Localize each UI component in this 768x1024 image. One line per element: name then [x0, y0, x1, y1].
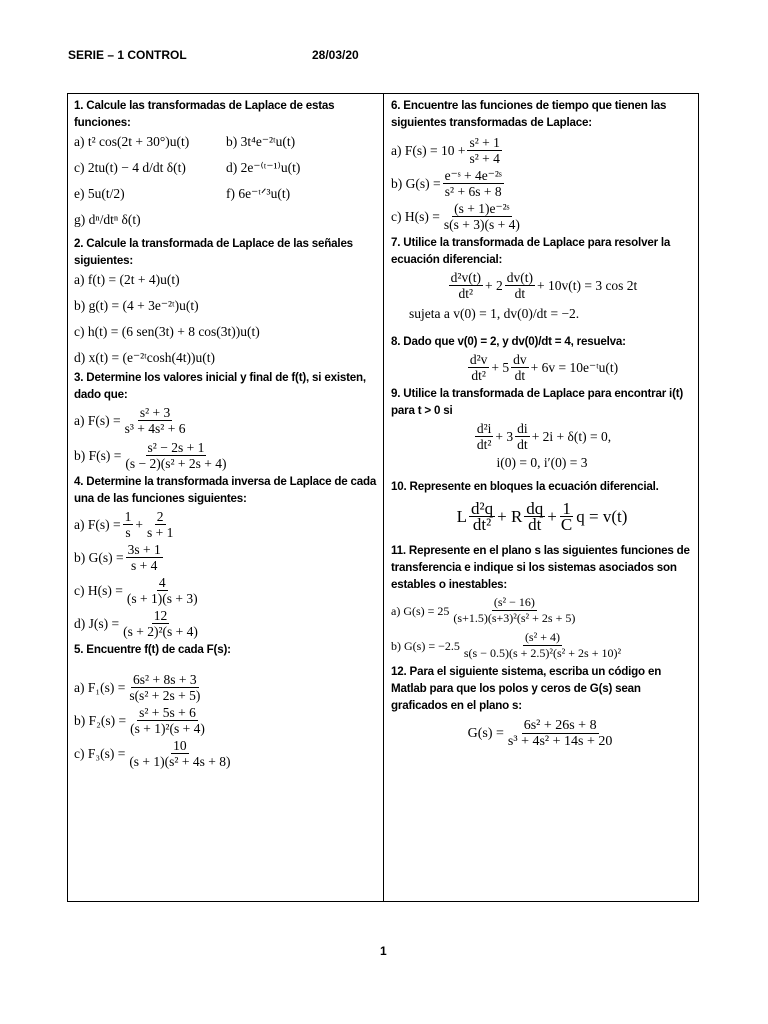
- q11-item-a: a) G(s) = 25 (s² − 16) (s+1.5)(s+3)²(s² + 2s + 5): [391, 595, 576, 625]
- q7-equation: d²v(t) dt² + 2 dv(t) dt + 10v(t) = 3 cos 2t: [450, 270, 638, 301]
- question-4: 4. Determine la transformada inversa de Laplace de cada una de las funciones siguientes:: [74, 475, 377, 505]
- q5-item-b: b) F₂(s) = $\frac{\text{s² + 5s + 6}}{\text{(s + 1)²(s + 4)}}$: [74, 705, 205, 736]
- q3-item-b: b) F(s) = $\frac{\text{s² − 2s + 1}}{\text{(s − 2)(s² + 2s + 4)}}$: [74, 440, 227, 471]
- question-12: 12. Para el siguiente sistema, escriba un código en Matlab para que los polos y ceros de G(s) sean graficados en el plano s:: [391, 665, 662, 712]
- q9-equation: d²i dt² + 3 di dt + 2i + δ(t) = 0,: [476, 421, 612, 452]
- q1-item-e: e) 5u(t/2): [74, 186, 125, 201]
- q2-item-d: d) x(t) = (e⁻²ᵗcosh(4t))u(t): [74, 350, 215, 365]
- question-2: 2. Calcule la transformada de Laplace de las señales siguientes:: [74, 237, 353, 267]
- question-5: 5. Encuentre f(t) de cada F(s):: [74, 643, 231, 656]
- q1-item-d: d) 2e⁻⁽ᵗ⁻¹⁾u(t): [226, 160, 301, 175]
- q1-item-f: f) 6e⁻ᵗᐟ³u(t): [226, 186, 291, 201]
- question-8: 8. Dado que v(0) = 2, y dv(0)/dt = 4, resuelva:: [391, 335, 626, 348]
- q2-item-c: c) h(t) = (6 sen(3t) + 8 cos(3t))u(t): [74, 324, 260, 339]
- q4-item-a: a) F(s) = $\frac{1}{s}$ + $\frac{2}{s + 1}$: [74, 509, 174, 540]
- q4-item-d: d) J(s) = $\frac{12}{\text{(s + 2)²(s + 4)}}$: [74, 608, 198, 639]
- q6-item-b: b) G(s) = $\frac{\text{e⁻ˢ + 4e⁻²ˢ}}{\text{s² + 6s + 8}}$: [391, 168, 502, 199]
- q12-equation: G(s) = $\frac{\text{6s² + 26s + 8}}{\text{s³ + 4s² + 14s + 20}}$: [467, 718, 613, 749]
- q9-conditions: i(0) = 0, i′(0) = 3: [496, 455, 588, 470]
- q7-conditions: sujeta a v(0) = 1, dv(0)/dt = −2.: [409, 306, 580, 321]
- q8-equation: d²v dt² + 5 dv dt + 6v = 10e⁻ᵗu(t): [469, 352, 619, 383]
- q10-equation: L d²q dt² + R dq dt + $\frac{1}{C}$ q = v(t): [456, 499, 628, 534]
- question-9: 9. Utilice la transformada de Laplace para encontrar i(t) para t > 0 si: [391, 387, 684, 417]
- q4-item-b: b) G(s) = $\frac{3s + 1}{s + 4}$: [74, 542, 161, 573]
- q6-item-c: c) H(s) = $\frac{\text{(s + 1)e⁻²ˢ}}{s(s + 3)(s + 4)}$: [391, 201, 520, 232]
- document-date: 28/03/20: [312, 48, 359, 62]
- page-number: 1: [380, 944, 387, 958]
- question-1: 1. Calcule las transformadas de Laplace de estas funciones:: [74, 99, 335, 129]
- question-7: 7. Utilice la transformada de Laplace para resolver la ecuación diferencial:: [391, 236, 671, 266]
- q3-item-a: a) F(s) = $\frac{\text{s² + 3}}{\text{s³ + 4s² + 6}}$: [74, 405, 186, 436]
- question-6: 6. Encuentre las funciones de tiempo que tienen las siguientes transformadas de Laplace:: [391, 99, 667, 129]
- q6-item-a: a) F(s) = 10 + $\frac{\text{s² + 1}}{\text{s² + 4}}$: [391, 135, 500, 166]
- q11-item-b: b) G(s) = −2.5 (s² + 4) s(s − 0.5)(s + 2.5)²(s² + 2s + 10)²: [391, 630, 622, 660]
- question-10: 10. Represente en bloques la ecuación diferencial.: [391, 480, 659, 493]
- left-column: [68, 94, 384, 901]
- q4-item-c: c) H(s) = $\frac{4}{(s + 1)(s + 3)}$: [74, 575, 198, 606]
- q5-item-a: a) F₁(s) = $\frac{\text{6s² + 8s + 3}}{\text{s(s² + 2s + 5)}}$: [74, 672, 201, 703]
- q2-item-a: a) f(t) = (2t + 4)u(t): [74, 272, 180, 287]
- document-title: SERIE – 1 CONTROL: [68, 48, 187, 62]
- question-11: 11. Represente en el plano s las siguientes funciones de transferencia e indique si los sistemas asociados son estables o inestables:: [391, 544, 690, 591]
- q5-item-c: c) F₃(s) = $\frac{10}{\text{(s + 1)(s² + 4s + 8)}}$: [74, 738, 231, 769]
- right-column: [384, 94, 698, 901]
- question-3: 3. Determine los valores inicial y final de f(t), si existen, dado que:: [74, 371, 366, 401]
- q2-item-b: b) g(t) = (4 + 3e⁻²ᵗ)u(t): [74, 298, 199, 313]
- q1-item-g: g) dⁿ/dtⁿ δ(t): [74, 212, 141, 227]
- q1-item-b: b) 3t⁴e⁻²ᵗu(t): [226, 134, 296, 149]
- q1-item-c: c) 2tu(t) − 4 d/dt δ(t): [74, 160, 186, 175]
- q1-item-a: a) t² cos(2t + 30°)u(t): [74, 134, 190, 149]
